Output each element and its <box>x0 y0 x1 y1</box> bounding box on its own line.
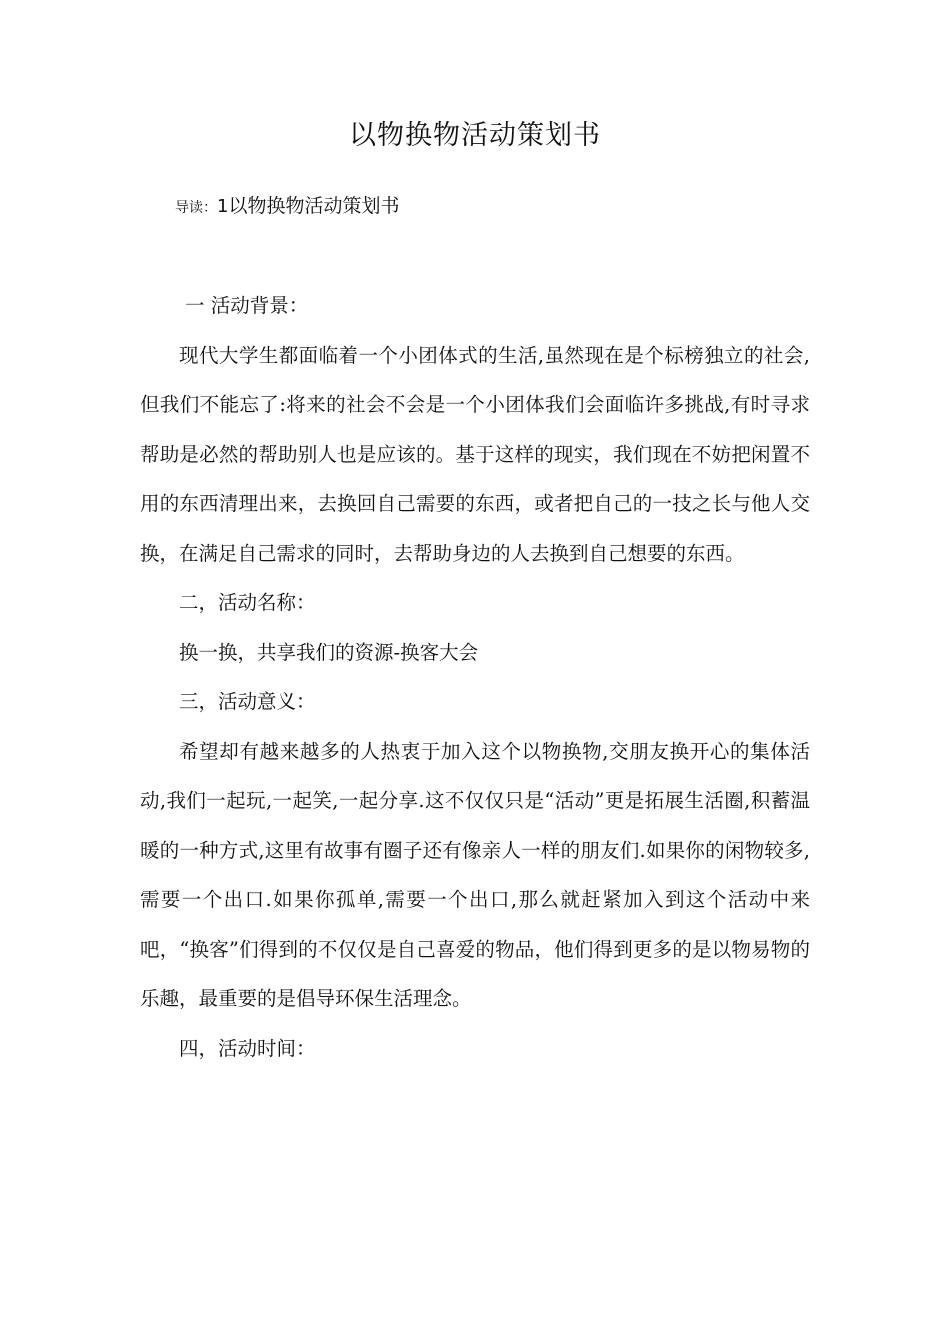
document-title: 以物换物活动策划书 <box>349 120 601 151</box>
section-heading-background: 一 活动背景： <box>185 294 309 317</box>
section-heading-name: 二，活动名称： <box>179 591 316 614</box>
lead-text: 以物换物活动策划书 <box>228 195 400 217</box>
paragraph-background: 现代大学生都面临着一个小团体式的生活,虽然现在是个标榜独立的社会,但我们不能忘了:将来的社会不会是一个小团体我们会面临许多挑战,有时寻求帮助是必然的帮助别人也是应该的。基于这样的现实，我们现在不妨把闲置不用的东西清理出来，去换回自己需要的东西，或者把自己的一技之长与他人交换，在满足自己需求的同时，去帮助身边的人去换到自己想要的东西。 <box>140 343 810 565</box>
document-body <box>140 281 810 1073</box>
lead-line <box>175 190 399 224</box>
lead-number: 1 <box>217 196 229 217</box>
section-heading-meaning: 三，活动意义： <box>179 690 316 713</box>
lead-label: 导读： <box>175 200 217 216</box>
paragraph-name: 换一换，共享我们的资源-换客大会 <box>179 640 479 664</box>
paragraph-meaning: 希望却有越来越多的人热衷于加入这个以物换物,交朋友换开心的集体活动,我们一起玩,一起笑,一起分享.这不仅仅只是“活动”更是拓展生活圈,积蓄温暖的一种方式,这里有故事有圈子还有像亲人一样的朋友们.如果你的闲物较多,需要一个出口.如果你孤单,需要一个出口,那么就赶紧加入到这个活动中来吧，“换客”们得到的不仅仅是自己喜爱的物品，他们得到更多的是以物易物的乐趣，最重要的是倡导环保生活理念。 <box>140 739 810 1010</box>
section-heading-time: 四，活动时间： <box>179 1036 316 1060</box>
